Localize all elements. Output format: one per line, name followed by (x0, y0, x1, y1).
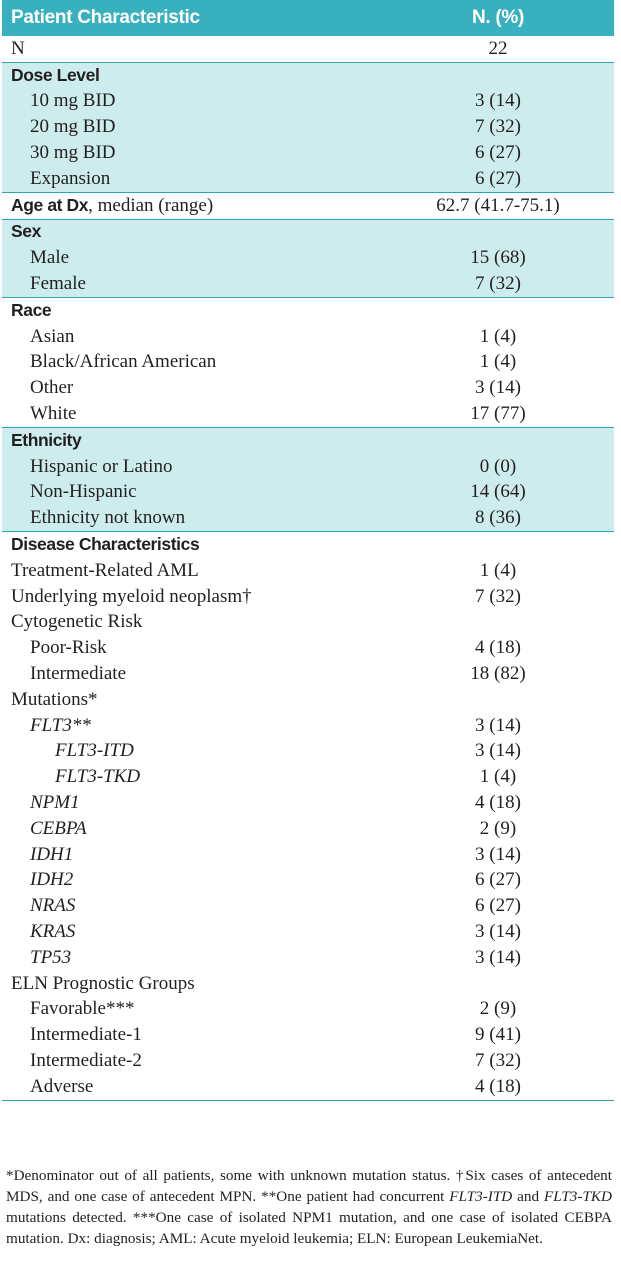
table-row (2, 1022, 614, 1048)
table-row (2, 324, 614, 350)
row-label-text: Intermediate-2 (30, 1049, 142, 1071)
row-label (2, 195, 382, 217)
table-row (2, 1048, 614, 1074)
row-value: 7 (32) (475, 585, 521, 607)
row-label-text: Hispanic or Latino (30, 455, 173, 477)
row-label (2, 869, 382, 891)
row-label-text: Cytogenetic Risk (11, 611, 143, 633)
row-label (2, 481, 382, 503)
row-label-suffix: , median (range) (88, 194, 214, 216)
table-row (2, 584, 614, 610)
table-row (2, 661, 614, 687)
table-header (2, 0, 614, 36)
table-row (2, 610, 614, 636)
row-label-text: Poor-Risk (30, 637, 107, 659)
table-row (2, 842, 614, 868)
table-row (2, 687, 614, 713)
row-label (2, 663, 382, 685)
row-value: 8 (36) (475, 507, 521, 529)
row-label-text: FLT3** (30, 714, 91, 736)
row-label-text: NRAS (30, 895, 76, 917)
row-value: 1 (4) (479, 766, 517, 788)
row-label-text: Ethnicity not known (30, 507, 186, 529)
table-row (2, 350, 614, 376)
row-label (2, 637, 382, 659)
row-label-text: IDH2 (30, 869, 74, 891)
row-value: 2 (9) (479, 817, 517, 839)
table-row (2, 945, 614, 971)
row-label-text: Male (30, 247, 70, 269)
row-value: 7 (32) (475, 273, 521, 295)
table-row (2, 245, 614, 271)
row-label-text: TP53 (30, 946, 72, 968)
row-value: 3 (14) (475, 377, 521, 399)
row-label-text: Black/African American (30, 351, 217, 373)
table-row (2, 166, 614, 192)
row-value: 18 (82) (470, 663, 526, 685)
table-row (2, 63, 614, 89)
row-value: 7 (32) (475, 116, 521, 138)
row-value: 17 (77) (470, 403, 526, 425)
row-value: 1 (4) (479, 351, 517, 373)
footnote-text-3: mutations detected. ***One case of isolated NPM1 mutation, and one case of isolated CEBPA mutation. Dx: diagnosis; AML: Acute myeloid leukemia; ELN: European LeukemiaNet. (6, 1209, 612, 1247)
table-row (2, 764, 614, 790)
header-n-percent: N. (%) (471, 7, 525, 28)
table-row (2, 89, 614, 115)
row-label (2, 947, 382, 969)
row-label (2, 611, 382, 633)
table-row (2, 298, 614, 324)
row-label-text: Mutations* (11, 688, 98, 710)
row-label-text: KRAS (30, 920, 76, 942)
row-label-text: Dose Level (11, 64, 100, 85)
table-section (2, 193, 614, 220)
row-label (2, 507, 382, 529)
footnote-flt3-tkd: FLT3-TKD (543, 1188, 612, 1205)
table-section (2, 220, 614, 298)
row-value: 3 (14) (475, 920, 521, 942)
row-label-text: Underlying myeloid neoplasm† (11, 585, 252, 607)
row-label-text: Adverse (30, 1075, 94, 1097)
row-label-text: Intermediate-1 (30, 1024, 142, 1046)
table-section (2, 532, 614, 1101)
footnote-text-1: *Denominator out of all patients, some with unknown mutation status. †Six cases of antecedent MDS, and one case of antecedent MPN. **One patient had concurrent (6, 1167, 612, 1205)
row-label (2, 534, 382, 556)
row-label-text: IDH1 (30, 843, 74, 865)
table-row (2, 919, 614, 945)
row-label (2, 456, 382, 478)
row-label-text: Expansion (30, 167, 111, 189)
table-row (2, 505, 614, 531)
footnote-text-2: and (512, 1188, 544, 1205)
row-label (2, 921, 382, 943)
row-label (2, 998, 382, 1020)
row-label-text: Disease Characteristics (11, 534, 200, 555)
row-label (2, 715, 382, 737)
row-label-text: Treatment-Related AML (11, 559, 199, 581)
row-value: 3 (14) (475, 90, 521, 112)
row-label (2, 818, 382, 840)
table-row (2, 428, 614, 454)
row-label-text: Other (30, 377, 74, 399)
row-label (2, 844, 382, 866)
footnote-flt3-itd: FLT3-ITD (449, 1188, 513, 1205)
row-label-text: 20 mg BID (30, 116, 116, 138)
row-value: 15 (68) (470, 247, 526, 269)
row-value: 6 (27) (475, 142, 521, 164)
row-label-text: Sex (11, 221, 41, 242)
row-label (2, 221, 382, 243)
row-value: 3 (14) (475, 946, 521, 968)
table-row (2, 140, 614, 166)
row-label (2, 351, 382, 373)
row-label-text: NPM1 (30, 792, 80, 813)
row-value: 6 (27) (475, 167, 521, 189)
table-row (2, 996, 614, 1022)
table-section (2, 298, 614, 428)
row-value: 6 (27) (475, 895, 521, 917)
row-label (2, 1050, 382, 1072)
table-row (2, 454, 614, 480)
table-row (2, 271, 614, 297)
header-characteristic: Patient Characteristic (11, 7, 200, 28)
characteristics-table (2, 0, 614, 1101)
row-value: 6 (27) (475, 869, 521, 891)
table-row (2, 816, 614, 842)
row-label (2, 766, 382, 788)
row-value: 4 (18) (475, 1075, 521, 1097)
table-row (2, 36, 614, 62)
row-value: 3 (14) (475, 740, 521, 762)
row-label (2, 273, 382, 295)
row-label (2, 973, 382, 995)
row-value: 4 (18) (475, 792, 521, 813)
row-label-text: Favorable*** (30, 998, 135, 1020)
row-label (2, 300, 382, 322)
row-label (2, 38, 382, 60)
table-row (2, 790, 614, 816)
table-row (2, 893, 614, 919)
row-value: 62.7 (41.7-75.1) (436, 194, 560, 216)
table-row (2, 558, 614, 584)
row-label-text: Asian (30, 325, 75, 347)
row-label-text: Race (11, 299, 52, 320)
table-row (2, 1074, 614, 1100)
row-label-text: Female (30, 273, 86, 295)
row-label (2, 377, 382, 399)
row-label-text: Age at Dx (11, 194, 89, 215)
row-label-text: Ethnicity (11, 429, 82, 450)
row-label (2, 586, 382, 608)
table-row (2, 635, 614, 661)
table-row (2, 739, 614, 765)
row-label (2, 895, 382, 917)
row-value: 4 (18) (475, 637, 521, 659)
row-label (2, 430, 382, 452)
row-value: 7 (32) (475, 1049, 521, 1071)
row-value: 9 (41) (475, 1024, 521, 1046)
row-label-text: FLT3-ITD (55, 740, 134, 762)
row-value: 14 (64) (470, 481, 526, 503)
row-label-text: FLT3-TKD (55, 766, 141, 788)
row-label (2, 326, 382, 348)
row-value: 0 (0) (479, 455, 517, 477)
table-footnote (6, 1165, 612, 1249)
table-section (2, 428, 614, 532)
row-value: 22 (488, 37, 508, 59)
row-label-text: 30 mg BID (30, 142, 116, 164)
row-label-text: N (11, 37, 25, 59)
row-label (2, 740, 382, 762)
row-label (2, 1076, 382, 1098)
row-label (2, 90, 382, 112)
row-label (2, 403, 382, 425)
row-label (2, 116, 382, 138)
table-section (2, 63, 614, 193)
row-label (2, 689, 382, 711)
table-row (2, 193, 614, 219)
table-row (2, 220, 614, 246)
row-value: 2 (9) (479, 998, 517, 1020)
row-value: 3 (14) (475, 843, 521, 865)
table-row (2, 532, 614, 558)
table-row (2, 480, 614, 506)
row-label-text: CEBPA (30, 817, 87, 839)
row-value: 1 (4) (479, 559, 517, 581)
row-label-text: White (30, 403, 77, 425)
row-label-text: ELN Prognostic Groups (11, 972, 195, 994)
table-row (2, 868, 614, 894)
row-label (2, 792, 382, 814)
row-label-text: Intermediate (30, 663, 127, 685)
row-label (2, 168, 382, 190)
table-row (2, 114, 614, 140)
row-value: 3 (14) (475, 714, 521, 736)
row-value: 1 (4) (479, 325, 517, 347)
table-section (2, 36, 614, 63)
row-label (2, 65, 382, 87)
row-label (2, 1024, 382, 1046)
row-label (2, 560, 382, 582)
table-row (2, 401, 614, 427)
table-row (2, 971, 614, 997)
table-row (2, 713, 614, 739)
row-label-text: 10 mg BID (30, 90, 116, 112)
row-label-text: Non-Hispanic (30, 481, 137, 503)
row-label (2, 247, 382, 269)
row-label (2, 142, 382, 164)
table-row (2, 375, 614, 401)
table-body (2, 36, 614, 1101)
